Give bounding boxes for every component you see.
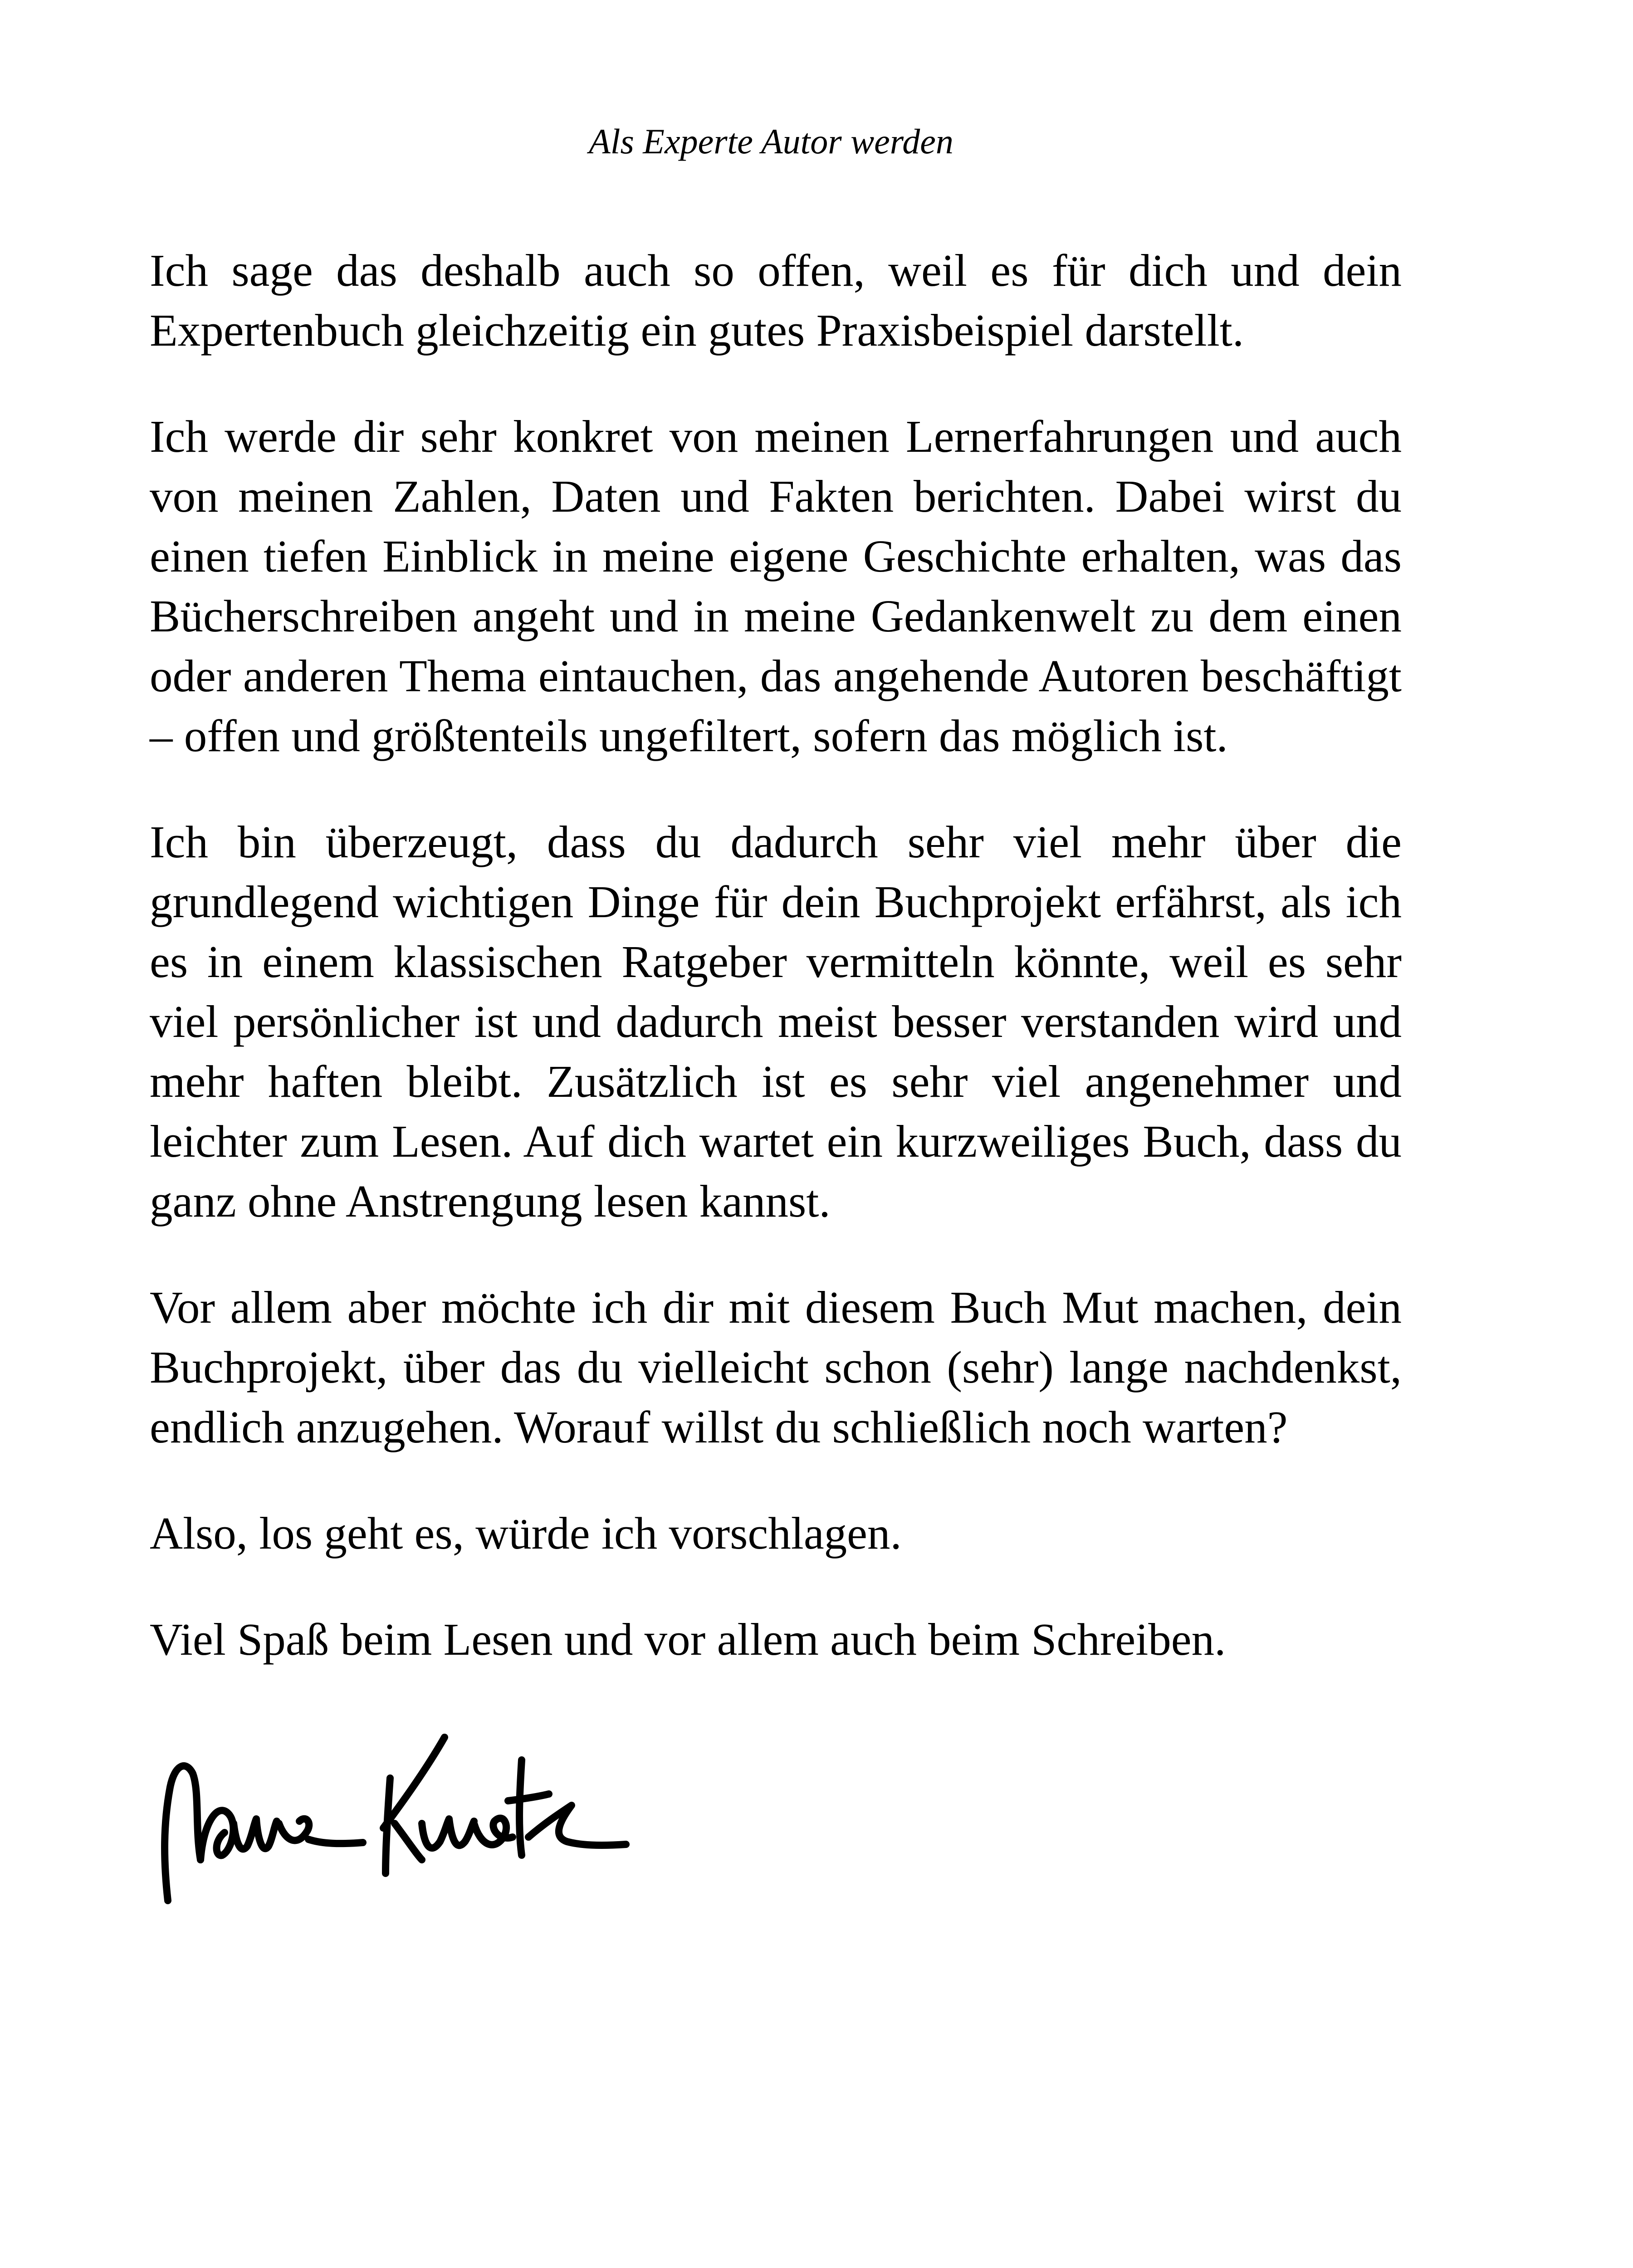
paragraph: Ich bin überzeugt, dass du dadurch sehr viel mehr über die grundlegend wichtigen Dinge für dein Buchprojekt erfährst, als ich es in einem klassischen Ratgeber vermitteln könnte, weil es sehr viel persönlicher ist und dadurch meist besser verstanden wird und mehr haften bleibt. Zusätzlich ist es sehr viel angenehmer und leichter zum Lesen. Auf dich wartet ein kurzweiliges Buch, dass du ganz ohne Anstrengung lesen kannst.	[150, 816, 1402, 1227]
running-header: Als Experte Autor werden	[589, 122, 953, 161]
paragraph: Ich werde dir sehr konkret von meinen Lernerfahrungen und auch von meinen Zahlen, Daten und Fakten berichten. Dabei wirst du einen tiefen Einblick in meine eigene Geschichte erhalten, was das Bücherschreiben angeht und in meine Gedankenwelt zu dem einen oder anderen Thema eintauchen, das angehende Autoren beschäftigt – offen und größtenteils ungefiltert, sofern das möglich ist.	[150, 411, 1402, 761]
paragraph: Vor allem aber möchte ich dir mit diesem Buch Mut machen, dein Buchprojekt, über das du vielleicht schon (sehr) lange nachdenkst, endlich anzugehen. Worauf willst du schließlich noch warten?	[150, 1282, 1402, 1452]
paragraph: Viel Spaß beim Lesen und vor allem auch beim Schreiben.	[150, 1614, 1226, 1665]
paragraph: Also, los geht es, würde ich vorschlagen.	[150, 1508, 902, 1559]
paragraph: Ich sage das deshalb auch so offen, weil es für dich und dein Expertenbuch gleichzeitig ein gutes Praxisbeispiel darstellt.	[150, 245, 1402, 356]
handwritten-signature	[150, 1710, 694, 1928]
body-text	[150, 240, 1402, 1716]
